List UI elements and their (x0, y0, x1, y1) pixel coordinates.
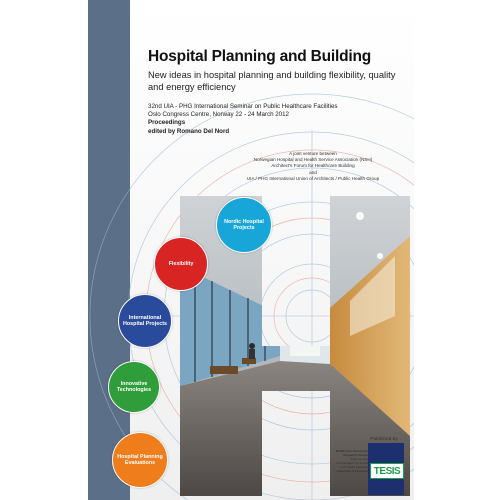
publisher-line: Systems and Technologies for Social and Health Facilities (336, 456, 368, 469)
proceedings-label: Proceedings (148, 119, 186, 127)
published-by-label: Published by (370, 437, 398, 442)
bubble-flexibility: Flexibility (154, 237, 208, 291)
tesis-logo-text: TESIS (373, 465, 401, 477)
seminar-line: 32nd UIA - PHG International Seminar on Public Healthcare Facilities (148, 103, 338, 110)
jv-line: UIA / PHG International Union of Architects / Public Health Group (246, 175, 380, 181)
bubble-innovative-technologies: Innovative Technologies (108, 361, 160, 413)
venue-line: Oslo Congress Centre, Norway 22 - 24 March 2012 (148, 111, 290, 119)
joint-venture-text (218, 151, 408, 182)
tesis-logo (368, 443, 404, 495)
bubble-hospital-planning-evaluations: Hospital Planning Evaluations (112, 432, 168, 488)
seminar-info (148, 103, 410, 136)
editor-line: edited by Romano Del Nord (148, 127, 230, 135)
jv-line: Norwegian Hospital and Health Service Association (NSH) (253, 157, 373, 163)
jv-line: Architect's Forum for Healthcare Building (271, 163, 355, 169)
bubble-international-hospital-projects: International Hospital Projects (118, 294, 172, 348)
publisher-line: TESIS Inter-University Research Centre (335, 449, 368, 457)
publisher-line: University of Florence (335, 468, 368, 473)
book-cover (88, 0, 414, 500)
tesis-logo-box (370, 463, 404, 479)
jv-line: and (309, 169, 317, 175)
bubble-nordic-hospital-projects: Nordic Hospital Projects (216, 197, 272, 253)
book-title: Hospital Planning and Building (148, 48, 372, 65)
book-subtitle: New ideas in hospital planning and building flexibility, quality and energy efficiency (148, 70, 396, 92)
publisher-text (334, 450, 368, 473)
jv-line: A joint venture between (289, 151, 337, 156)
